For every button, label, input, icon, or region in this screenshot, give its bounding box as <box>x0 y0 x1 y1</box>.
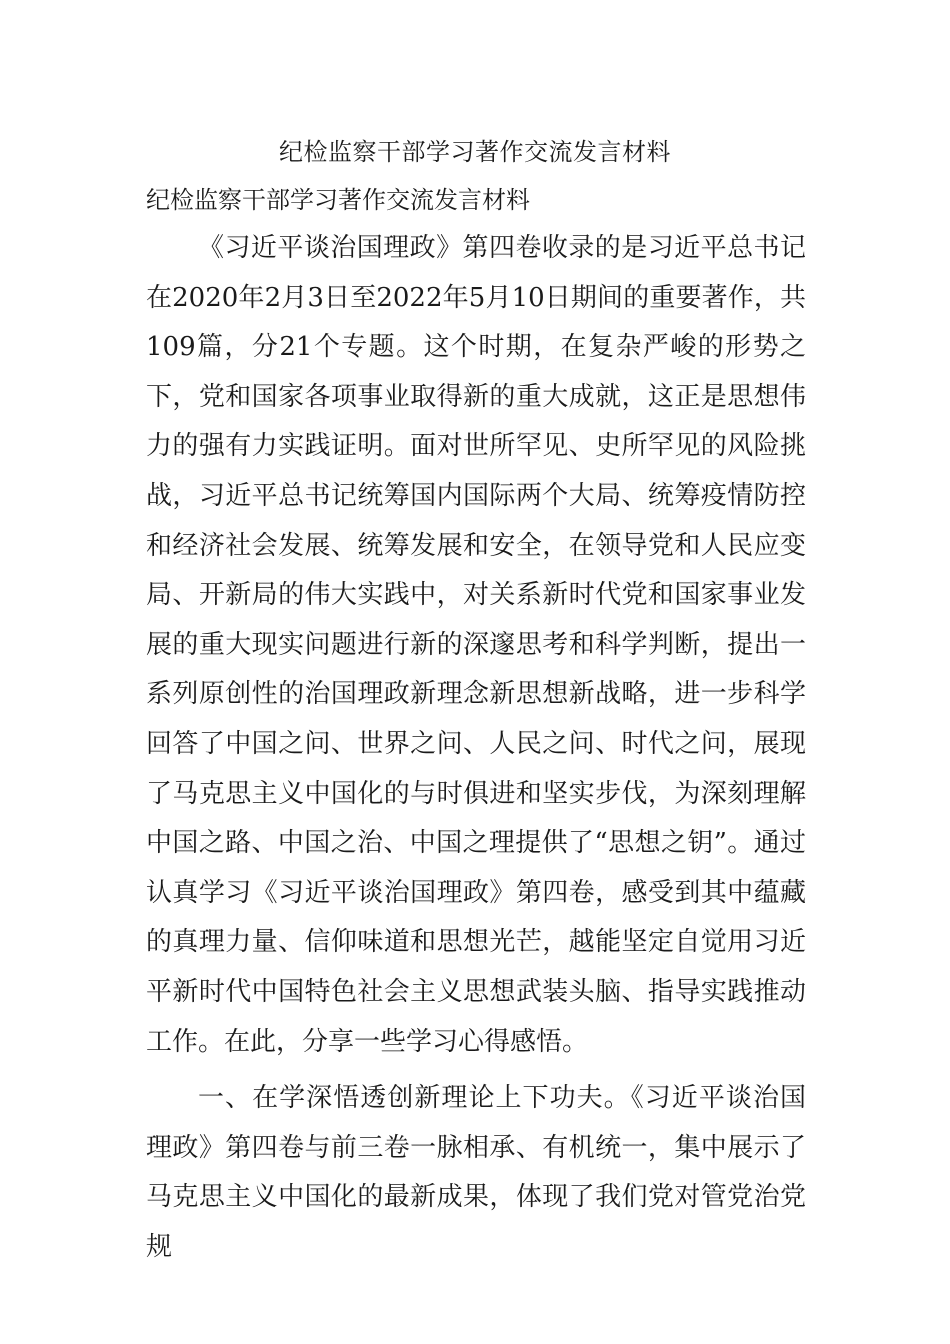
paragraph-intro: 《习近平谈治国理政》第四卷收录的是习近平总书记在2020年2月3日至2022年5月10日期间的重要著作，共109篇，分21个专题。这个时期，在复杂严峻的形势之下，党和国家各项事业取得新的重大成就，这正是思想伟力的强有力实践证明。面对世所罕见、史所罕见的风险挑战，习近平总书记统筹国内国际两个大局、统筹疫情防控和经济社会发展、统筹发展和安全，在领导党和人民应变局、开新局的伟大实践中，对关系新时代党和国家事业发展的重大现实问题进行新的深邃思考和科学判断，提出一系列原创性的治国理政新理念新思想新战略，进一步科学回答了中国之问、世界之问、人民之问、时代之问，展现了马克思主义中国化的与时俱进和坚实步伐，为深刻理解中国之路、中国之治、中国之理提供了“思想之钥”。通过认真学习《习近平谈治国理政》第四卷，感受到其中蕴藏的真理力量、信仰味道和思想光芒，越能坚定自觉用习近平新时代中国特色社会主义思想武装头脑、指导实践推动工作。在此，分享一些学习心得感悟。 <box>146 233 806 1057</box>
paragraph-section-one: 一、在学深悟透创新理论上下功夫。《习近平谈治国理政》第四卷与前三卷一脉相承、有机统一，集中展示了马克思主义中国化的最新成果，体现了我们党对管党治党规 <box>146 1083 806 1262</box>
document-title: 纪检监察干部学习著作交流发言材料 <box>279 138 671 166</box>
document-subtitle: 纪检监察干部学习著作交流发言材料 <box>146 186 530 214</box>
